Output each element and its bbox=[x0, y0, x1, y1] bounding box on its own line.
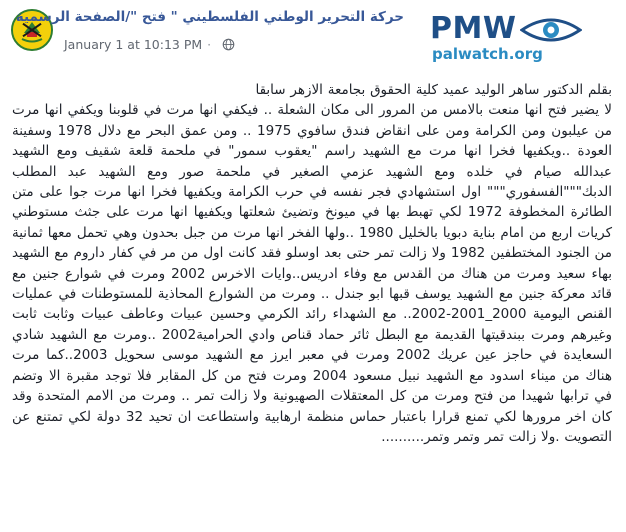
post-body bbox=[12, 80, 612, 447]
page-name-link[interactable]: حركة التحرير الوطني الفلسطيني " فتح "/الصفحة الرسمية bbox=[15, 9, 404, 25]
post-timestamp[interactable]: January 1 at 10:13 PM bbox=[64, 36, 203, 52]
post-meta bbox=[64, 35, 235, 53]
post-byline: بقلم الدكتور ساهر الوليد عميد كلية الحقوق بجامعة الازهر سابقا bbox=[255, 82, 612, 98]
watermark-site: palwatch.org bbox=[432, 45, 543, 63]
post-text: لا يضير فتح انها منعت بالامس من المرور الى مكان الشعلة .. فيكفي انها مرت في قلوبنا ويكفي انها مرت من عيلبون ومن الكرامة ومن على انقاض فندق سافوي 1975 .. ومن عمق البحر مع دلال 1978 وسفينة العودة ..ويكفيها فخرا انها مرت مع الشهيد راسم "يعقوب سمور" في ملحمة قلعة شقيف ومع الشهيد عبدالله صيام في خلده ومع الشهيد عزمي الصغير في ملحمة صور ومع الشهيد عبد المطلب الدبك"""الفسفوري""" اول استشهادي فجر نفسه في حرب الكرامة ويكفيها فخرا انها مرت جوا على متن الطائرة المخطوفة 1972 لكي تهبط بها في ميونخ وتضيئ شعلتها ويكفيها انها مرت على جثث مستوطني كريات اربع من امام بناية دبويا بالخليل 1980 ..ولها الفخر انها مرت من جبل بحدون وهي تحمل معها ثمانية من الجنود المختطفين 1982 ولا زالت تمر حتى بعد اوسلو فقد كانت اول من مر في كفار داروم مع الشهيد بهاء سعيد ومرت من هناك من القدس مع وفاء ادريس..وايات الاخرس 2002 ومرت في شوارع جنين مع قائد معركة جنين مع الشهيد يوسف قبها ابو جندل .. ومرت من الشوارع المحاذية للمستوطنات في عمليات القنص اليومية 2000_2001-2002.. مع الشهداء رائد الكرمي وحسين عبيات وعاطف عبيات وثابت ثابت وغيرهم ومرت ببندقيتها القديمة مع البطل ثائر حماد قناص وادي الحرامية2002 ..ومرت مع الشهيد شادي السعايدة في حاجز عين عريك 2002 ومرت في معبر ايرز مع الشهيد موسى سحويل 2003..كما مرت هناك من ميناء اسدود مع الشهيد نبيل مسعود 2004 ومرت فتح من كل المقابر فلا توجد مقبرة الا وتضم في ترابها شهيدا من فتح ومرت من كل المعتقلات الصهيونية ولا زالت تمر .. ومرت من الامم المتحدة وقد كان اخر مرورها لكي تمنع قرارا باعتبار حماس منظمة ارهابية واستطاعت ان تحيد 32 دولة لكي تمتنع عن التصويت .ولا زالت تمر وتمر وتمر.......... bbox=[12, 102, 613, 445]
globe-icon[interactable] bbox=[222, 38, 235, 51]
post-header bbox=[0, 0, 626, 76]
eye-icon bbox=[520, 14, 582, 46]
pmw-watermark bbox=[430, 12, 620, 64]
watermark-brand: PMW bbox=[430, 11, 517, 46]
meta-separator: · bbox=[207, 36, 212, 52]
